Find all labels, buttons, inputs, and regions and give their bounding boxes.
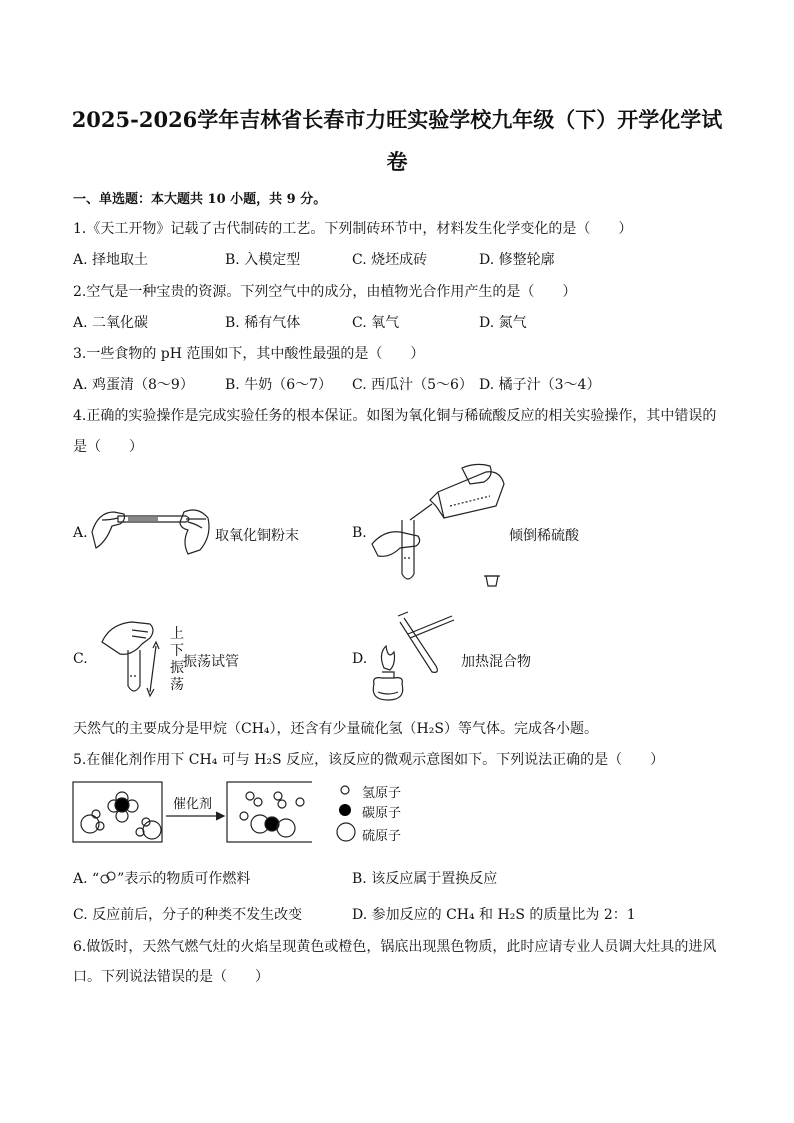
- q4-option-a-caption: 取氧化铜粉末: [215, 528, 299, 544]
- legend-carbon: 碳原子: [362, 806, 402, 821]
- shake-direction-labels: [170, 626, 184, 694]
- question-3-stem: 3.一些食物的 pH 范围如下，其中酸性最强的是（ ）: [73, 346, 425, 362]
- q1-option-a: A. 择地取土: [73, 252, 149, 268]
- h2-molecule-icon: [99, 871, 117, 885]
- q2-option-b: B. 稀有气体: [225, 315, 301, 331]
- q3-option-d: D. 橘子汁（3～4）: [479, 377, 601, 393]
- catalyst-label: 催化剂: [173, 797, 213, 812]
- q4-option-d-letter: D.: [352, 651, 368, 667]
- carbon-atom-icon: [339, 804, 351, 816]
- q1-option-d: D. 修整轮廓: [479, 252, 555, 268]
- q5-option-b: B. 该反应属于置换反应: [352, 871, 498, 887]
- q3-option-c: C. 西瓜汁（5～6）: [352, 377, 473, 393]
- q4-option-d-caption: 加热混合物: [461, 654, 531, 670]
- shake-label-vibrate: 振: [170, 660, 184, 676]
- passage-intro: 天然气的主要成分是甲烷（CH₄），还含有少量硫化氢（H₂S）等气体。完成各小题。: [73, 721, 598, 737]
- question-6-stem-continued: 口。下列说法错误的是（ ）: [73, 969, 269, 985]
- question-2-stem: 2.空气是一种宝贵的资源。下列空气中的成分，由植物光合作用产生的是（ ）: [73, 284, 577, 300]
- q4-option-c-caption: 振荡试管: [183, 654, 239, 670]
- spoon-in-test-tube-figure: [88, 498, 214, 558]
- q1-option-c: C. 烧坯成砖: [352, 252, 428, 268]
- legend-hydrogen: 氢原子: [362, 786, 402, 801]
- legend-sulfur: 硫原子: [362, 829, 402, 844]
- question-4-stem: 4.正确的实验操作是完成实验任务的根本保证。如图为氧化铜与稀硫酸反应的相关实验操作，其中错误的: [73, 408, 717, 424]
- q3-option-b: B. 牛奶（6～7）: [225, 377, 333, 393]
- heating-mixture-figure: [368, 606, 460, 704]
- q4-option-a-letter: A.: [73, 525, 88, 541]
- shake-label-down: 下: [170, 643, 184, 659]
- exam-title: 2025-2026学年吉林省长春市力旺实验学校九年级（下）开学化学试: [71, 107, 723, 132]
- sulfur-atom-icon: [337, 823, 355, 841]
- q2-option-a: A. 二氧化碳: [73, 315, 149, 331]
- q3-option-a: A. 鸡蛋清（8～9）: [73, 377, 194, 393]
- section-heading: 一、单选题：本大题共 10 小题，共 9 分。: [73, 192, 327, 207]
- exam-title-continued: 卷: [386, 149, 408, 174]
- question-1-stem: 1.《天工开物》记载了古代制砖的工艺。下列制砖环节中，材料发生化学变化的是（ ）: [73, 221, 633, 237]
- question-4-stem-continued: 是（ ）: [73, 439, 143, 455]
- q1-option-b: B. 入模定型: [225, 252, 301, 268]
- shake-label-up: 上: [170, 626, 184, 642]
- shake-label-swing: 荡: [170, 677, 184, 693]
- question-6-stem: 6.做饭时，天然气燃气灶的火焰呈现黄色或橙色，锅底出现黑色物质，此时应请专业人员调大灶具的进风: [73, 939, 717, 955]
- q4-option-b-letter: B.: [352, 525, 367, 541]
- hydrogen-atom-icon: [341, 786, 349, 794]
- products-box: [227, 782, 312, 842]
- q2-option-d: D. 氮气: [479, 315, 527, 331]
- q5-option-c: C. 反应前后，分子的种类不发生改变: [73, 907, 303, 923]
- pouring-acid-figure: [366, 462, 514, 594]
- shaking-test-tube-figure: [92, 616, 174, 700]
- q5-option-d: D. 参加反应的 CH₄ 和 H₂S 的质量比为 2：1: [352, 907, 636, 923]
- q5-option-a: A. “ ”表示的物质可作燃料: [73, 871, 251, 887]
- q4-option-c-letter: C.: [73, 651, 88, 667]
- question-5-stem: 5.在催化剂作用下 CH₄ 可与 H₂S 反应，该反应的微观示意图如下。下列说法正确的是（ ）: [73, 752, 665, 768]
- atom-legend-symbols: [336, 782, 358, 844]
- q4-option-b-caption: 倾倒稀硫酸: [509, 528, 579, 544]
- q2-option-c: C. 氧气: [352, 315, 400, 331]
